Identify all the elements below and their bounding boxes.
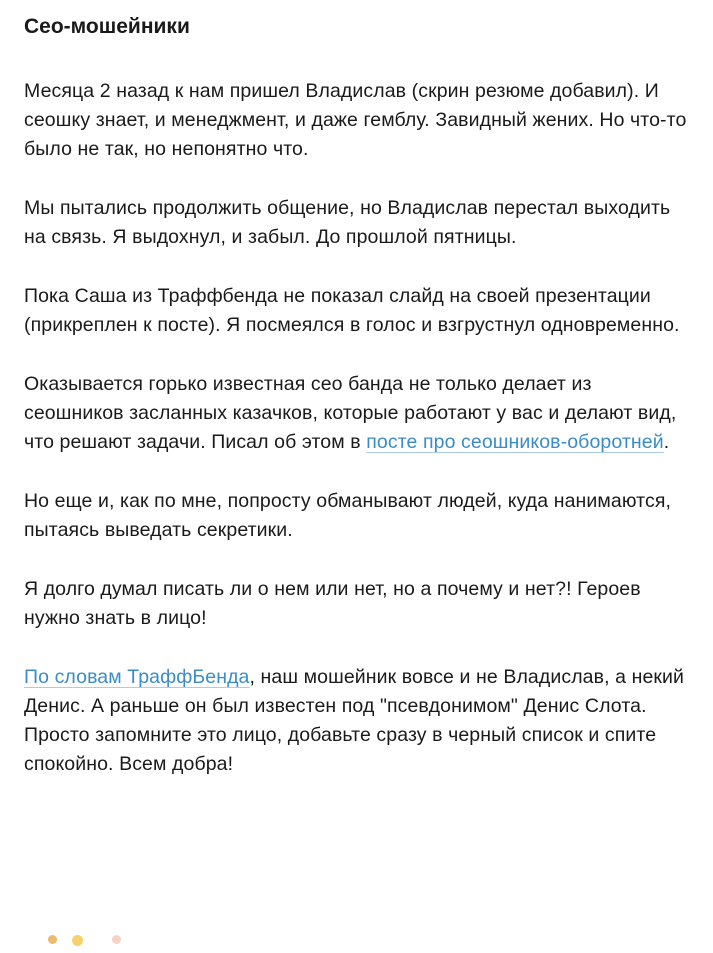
post-title: Сео-мошейники (24, 15, 190, 38)
inline-link[interactable]: По словам ТраффБенда (24, 666, 250, 688)
paragraph (24, 487, 692, 545)
paragraph (24, 194, 692, 252)
paragraph (24, 663, 692, 779)
paragraph-text: Я долго думал писать ли о нем или нет, но а почему и нет?! Героев нужно знать в лицо! (24, 578, 641, 629)
partial-emoji-row (0, 933, 713, 953)
paragraph-text: Но еще и, как по мне, попросту обманывают людей, куда нанимаются, пытаясь выведать секретики. (24, 490, 671, 541)
paragraph-text: Оказывается горько известная сео банда не только делает из сеошников засланных казачков, которые работают у вас и делают вид, что решают задачи. Писал об этом в (24, 373, 677, 453)
paragraph-text: Пока Саша из Траффбенда не показал слайд на своей презентации (прикреплен к посте). Я посмеялся в голос и взгрустнул одновременно. (24, 285, 680, 336)
paragraph (24, 282, 692, 340)
paragraph-text: . (663, 431, 670, 453)
paragraph (24, 575, 692, 633)
post-body (24, 77, 692, 779)
partial-emoji-mark (72, 935, 83, 946)
paragraph-text: , наш мошейник вовсе и не Владислав, а некий Денис. А раньше он был известен под "псевдонимом" Денис Слота. Просто запомните это лицо, добавьте сразу в черный список и спите спокойно. Всем добра! (24, 666, 685, 775)
paragraph (24, 77, 692, 164)
inline-link[interactable]: посте про сеошников-оборотней (366, 431, 664, 453)
paragraph (24, 370, 692, 457)
paragraph-text: Мы пытались продолжить общение, но Владислав перестал выходить на связь. Я выдохнул, и забыл. До прошлой пятницы. (24, 197, 671, 248)
post (24, 12, 692, 809)
paragraph-text: Месяца 2 назад к нам пришел Владислав (скрин резюме добавил). И сеошку знает, и менеджмент, и даже гемблу. Завидный жених. Но что-то было не так, но непонятно что. (24, 80, 687, 160)
